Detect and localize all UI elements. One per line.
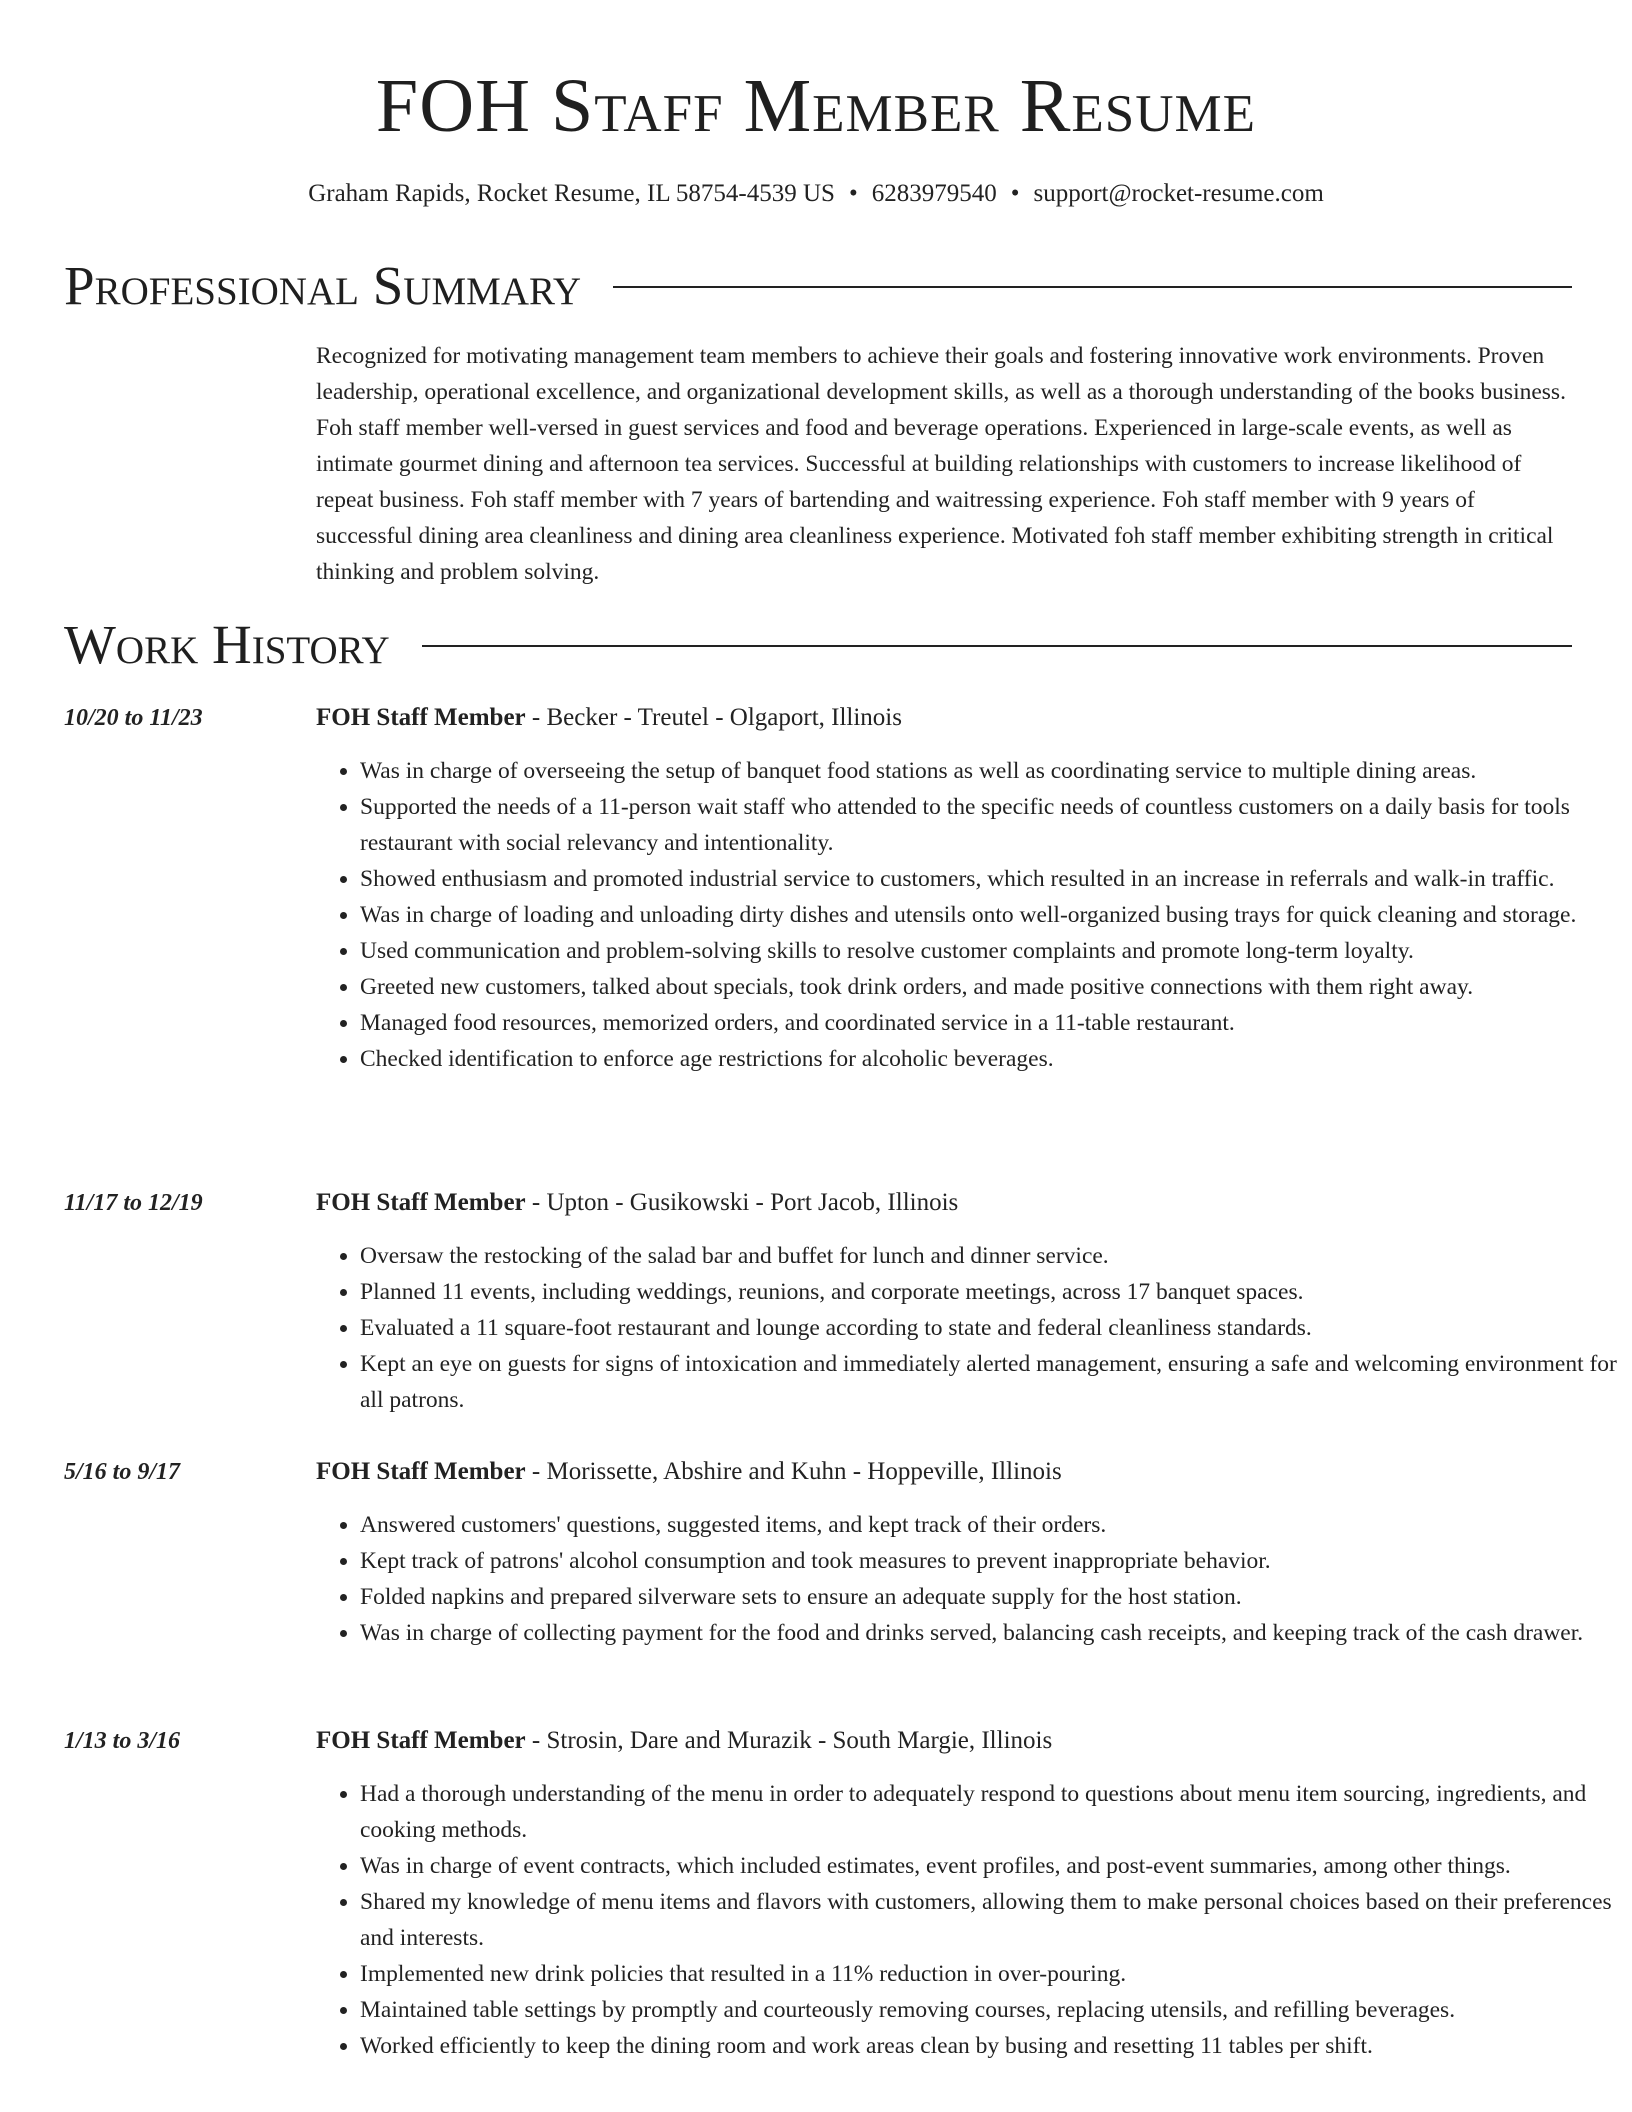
list-item: • Was in charge of collecting payment for the food and drinks served, balancing cash receipts, and keeping track of the cash drawer. — [360, 1615, 1620, 1651]
job-employer: - Becker - Treutel - Olgaport, Illinois — [525, 704, 902, 731]
section-divider — [422, 645, 1572, 647]
list-item: • Managed food resources, memorized orders, and coordinated service in a 11-table restaurant. — [360, 1005, 1620, 1041]
job-heading — [316, 1723, 1052, 1759]
list-item: • Was in charge of event contracts, which included estimates, event profiles, and post-event summaries, among other things. — [360, 1848, 1620, 1884]
list-item: • Oversaw the restocking of the salad bar and buffet for lunch and dinner service. — [360, 1238, 1620, 1274]
summary-text: Recognized for motivating management team members to achieve their goals and fostering innovative work environments. Proven leadership, operational excellence, and organizational development skills, as well as a thorough understanding of the books business. Foh staff member well-versed in guest services and food and beverage operations. Experienced in large-scale events, as well as intimate gourmet dining and afternoon tea services. Successful at building relationships with customers to increase likelihood of repeat business. Foh staff member with 7 years of bartending and waitressing experience. Foh staff member with 9 years of successful dining area cleanliness and dining area cleanliness experience. Motivated foh staff member exhibiting strength in critical thinking and problem solving. — [316, 343, 1566, 585]
job-role: FOH Staff Member — [316, 1458, 526, 1485]
section-header-work-history — [64, 613, 1572, 677]
job-employer: - Strosin, Dare and Murazik - South Margie, Illinois — [525, 1727, 1053, 1754]
job-role: FOH Staff Member — [316, 1189, 526, 1216]
list-item: • Kept track of patrons' alcohol consumption and took measures to prevent inappropriate behavior. — [360, 1543, 1620, 1579]
list-item: • Checked identification to enforce age restrictions for alcoholic beverages. — [360, 1041, 1620, 1077]
job-heading — [316, 700, 902, 736]
list-item: • Used communication and problem-solving skills to resolve customer complaints and promote long-term loyalty. — [360, 933, 1620, 969]
list-item: • Planned 11 events, including weddings, reunions, and corporate meetings, across 17 banquet spaces. — [360, 1274, 1620, 1310]
list-item: • Supported the needs of a 11-person wait staff who attended to the specific needs of countless customers on a daily basis for tools restaurant with social relevancy and intentionality. — [360, 789, 1620, 861]
job-dates: 5/16 to 9/17 — [64, 1459, 181, 1485]
job-duties-list — [316, 1238, 1620, 1418]
list-item: • Shared my knowledge of menu items and flavors with customers, allowing them to make personal choices based on their preferences and interests. — [360, 1884, 1620, 1956]
contact-separator: • — [1010, 180, 1020, 207]
job-role: FOH Staff Member — [316, 1727, 526, 1754]
job-duties-list — [316, 753, 1620, 1077]
job-duties-list — [316, 1776, 1620, 2064]
section-title-work-history: Work History — [64, 614, 390, 675]
resume-header — [0, 58, 1632, 210]
section-title-summary: Professional Summary — [64, 255, 582, 316]
list-item: • Kept an eye on guests for signs of intoxication and immediately alerted management, ensuring a safe and welcoming environment for all patrons. — [360, 1346, 1620, 1418]
job-heading — [316, 1454, 1062, 1490]
list-item: • Answered customers' questions, suggested items, and kept track of their orders. — [360, 1507, 1620, 1543]
list-item: • Worked efficiently to keep the dining room and work areas clean by busing and resetting 11 tables per shift. — [360, 2028, 1620, 2064]
job-role: FOH Staff Member — [316, 704, 526, 731]
list-item: • Was in charge of loading and unloading dirty dishes and utensils onto well-organized busing trays for quick cleaning and storage. — [360, 897, 1620, 933]
section-divider — [613, 286, 1572, 288]
list-item: • Implemented new drink policies that resulted in a 11% reduction in over-pouring. — [360, 1956, 1620, 1992]
list-item: • Was in charge of overseeing the setup of banquet food stations as well as coordinating service to multiple dining areas. — [360, 753, 1620, 789]
list-item: • Evaluated a 11 square-foot restaurant and lounge according to state and federal cleanliness standards. — [360, 1310, 1620, 1346]
list-item: • Greeted new customers, talked about specials, took drink orders, and made positive connections with them right away. — [360, 969, 1620, 1005]
job-heading — [316, 1185, 958, 1221]
contact-address: Graham Rapids, Rocket Resume, IL 58754-4539 US — [308, 180, 835, 207]
list-item: • Maintained table settings by promptly and courteously removing courses, replacing utensils, and refilling beverages. — [360, 1992, 1620, 2028]
contact-line — [0, 178, 1632, 210]
list-item: • Folded napkins and prepared silverware sets to ensure an adequate supply for the host station. — [360, 1579, 1620, 1615]
resume-title: FOH Staff Member Resume — [375, 64, 1257, 148]
section-header-summary — [64, 254, 1572, 318]
job-dates: 1/13 to 3/16 — [64, 1728, 181, 1754]
contact-email[interactable]: support@rocket-resume.com — [1033, 180, 1324, 207]
contact-separator: • — [848, 180, 858, 207]
list-item: • Had a thorough understanding of the menu in order to adequately respond to questions about menu item sourcing, ingredients, and cooking methods. — [360, 1776, 1620, 1848]
list-item: • Showed enthusiasm and promoted industrial service to customers, which resulted in an increase in referrals and walk-in traffic. — [360, 861, 1620, 897]
job-duties-list — [316, 1507, 1620, 1651]
job-dates: 10/20 to 11/23 — [64, 705, 203, 731]
contact-phone: 6283979540 — [871, 180, 997, 207]
job-employer: - Upton - Gusikowski - Port Jacob, Illinois — [525, 1189, 959, 1216]
job-employer: - Morissette, Abshire and Kuhn - Hoppeville, Illinois — [525, 1458, 1062, 1485]
job-dates: 11/17 to 12/19 — [64, 1190, 203, 1216]
